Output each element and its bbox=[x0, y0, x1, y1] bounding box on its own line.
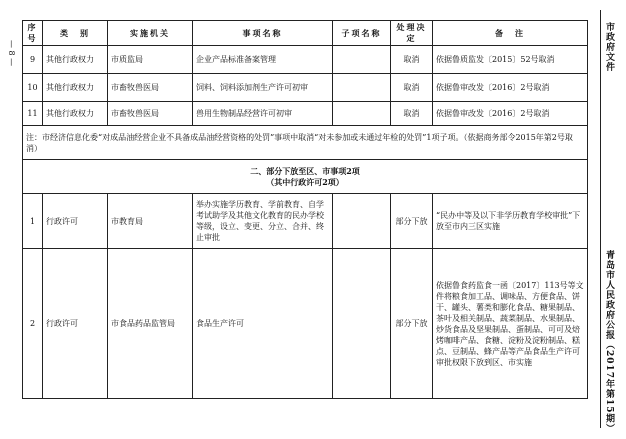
row-no: 10 bbox=[23, 74, 43, 102]
row-no: 2 bbox=[23, 249, 43, 399]
page-number: — 8 — bbox=[7, 40, 16, 67]
header-agency: 实施机关 bbox=[108, 21, 193, 46]
header-sub: 子项名称 bbox=[333, 21, 391, 46]
note-text: 注：市经济信息化委“对成品油经营企业不具备成品油经营资格的处罚”事项中取消“对未参加或未通过年检的处罚”1项子项。（依据商务部令2015年第2号取消） bbox=[23, 126, 588, 160]
row-remark: “民办中等及以下非学历教育学校审批”下放至市内三区实施 bbox=[433, 194, 588, 249]
row-item: 企业产品标准备案管理 bbox=[193, 46, 333, 74]
row-remark: 依据鲁质监发〔2015〕52号取消 bbox=[433, 46, 588, 74]
row-sub bbox=[333, 194, 391, 249]
header-category: 类 别 bbox=[43, 21, 108, 46]
row-category: 行政许可 bbox=[43, 249, 108, 399]
row-agency: 市畜牧兽医局 bbox=[108, 74, 193, 102]
row-decision: 取消 bbox=[391, 74, 433, 102]
row-remark: 依据鲁审改发〔2016〕2号取消 bbox=[433, 102, 588, 126]
table-row bbox=[23, 194, 588, 249]
row-decision: 取消 bbox=[391, 46, 433, 74]
row-sub bbox=[333, 249, 391, 399]
row-item: 食品生产许可 bbox=[193, 249, 333, 399]
header-no: 序号 bbox=[23, 21, 43, 46]
row-remark: 依据鲁审改发〔2016〕2号取消 bbox=[433, 74, 588, 102]
row-item: 饲料、饲料添加剂生产许可初审 bbox=[193, 74, 333, 102]
table-row bbox=[23, 249, 588, 399]
table-row bbox=[23, 46, 588, 74]
margin-rule bbox=[600, 10, 601, 428]
row-category: 其他行政权力 bbox=[43, 102, 108, 126]
row-agency: 市质监局 bbox=[108, 46, 193, 74]
items-table bbox=[22, 20, 588, 399]
row-sub bbox=[333, 102, 391, 126]
row-no: 1 bbox=[23, 194, 43, 249]
row-remark: 依据鲁食药监食一函〔2017〕113号等文件将粮食加工品、调味品、方便食品、饼干、罐头、薯类和膨化食品、糖果制品、茶叶及相关制品、蔬菜制品、水果制品、炒货食品及坚果制品、蛋制品、可可及焙烤咖啡产品、食糖、淀粉及淀粉制品、糕点、豆制品、蜂产品等产品食品生产许可审批权限下放到区、市实施 bbox=[433, 249, 588, 399]
row-decision: 取消 bbox=[391, 102, 433, 126]
row-agency: 市教育局 bbox=[108, 194, 193, 249]
table-row bbox=[23, 74, 588, 102]
note-row bbox=[23, 126, 588, 160]
table-header bbox=[23, 21, 588, 46]
row-item: 举办实施学历教育、学前教育、自学考试助学及其他文化教育的民办学校等级，设立、变更、分立、合并、终止审批 bbox=[193, 194, 333, 249]
row-agency: 市食品药品监管局 bbox=[108, 249, 193, 399]
section-title: 二、部分下放至区、市事项2项 bbox=[250, 165, 360, 176]
section-subtitle: （其中行政许可2项） bbox=[266, 176, 344, 187]
header-item: 事项名称 bbox=[193, 21, 333, 46]
section-row bbox=[23, 160, 588, 194]
row-sub bbox=[333, 46, 391, 74]
section-label: 市政府文件 bbox=[604, 22, 614, 72]
header-remark: 备 注 bbox=[433, 21, 588, 46]
left-margin bbox=[0, 0, 22, 439]
row-no: 9 bbox=[23, 46, 43, 74]
row-sub bbox=[333, 74, 391, 102]
row-agency: 市畜牧兽医局 bbox=[108, 102, 193, 126]
row-category: 行政许可 bbox=[43, 194, 108, 249]
row-decision: 部分下放 bbox=[391, 194, 433, 249]
row-category: 其他行政权力 bbox=[43, 74, 108, 102]
row-decision: 部分下放 bbox=[391, 249, 433, 399]
row-no: 11 bbox=[23, 102, 43, 126]
section-heading bbox=[23, 160, 588, 194]
table-row bbox=[23, 102, 588, 126]
right-margin bbox=[588, 0, 626, 439]
gazette-label: 青岛市人民政府公报（2017年第15期） bbox=[604, 250, 614, 434]
row-item: 兽用生物制品经营许可初审 bbox=[193, 102, 333, 126]
header-decision: 处理决定 bbox=[391, 21, 433, 46]
row-category: 其他行政权力 bbox=[43, 46, 108, 74]
